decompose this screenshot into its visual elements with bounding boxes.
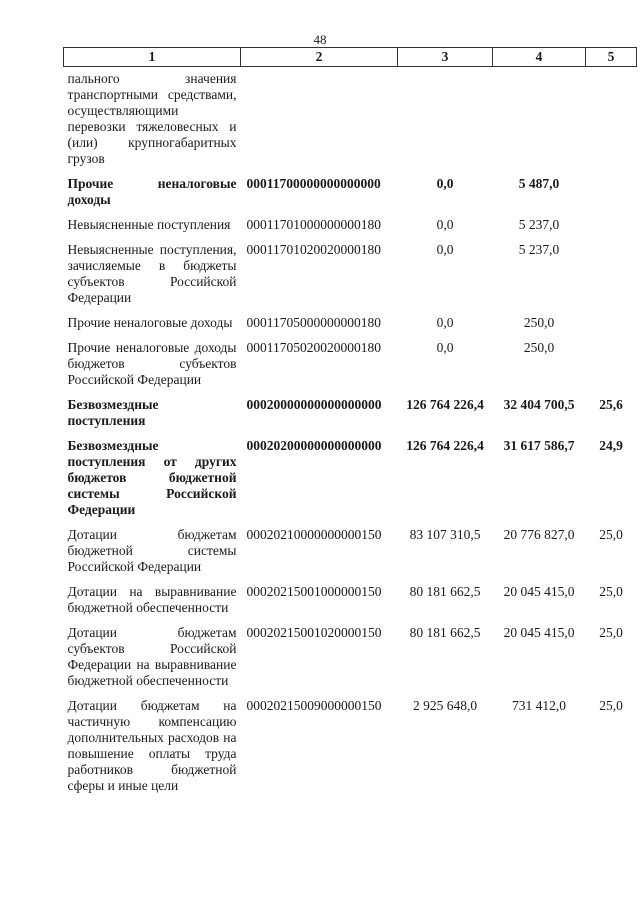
- cell-percent: [586, 67, 637, 177]
- cell-percent: 25,0: [599, 527, 623, 542]
- cell-code: 00020210000000000150: [246, 527, 382, 542]
- cell-description: Прочие неналоговые доходы: [67, 176, 237, 207]
- table-row: [64, 315, 637, 340]
- table-row: [64, 698, 637, 803]
- cell-percent: [586, 217, 637, 242]
- cell-code: [241, 67, 398, 177]
- cell-code: 00020200000000000000: [246, 438, 382, 453]
- table-row: [64, 340, 637, 397]
- cell-plan: 126 764 226,4: [406, 438, 484, 453]
- cell-code: 00011705020020000180: [246, 340, 381, 355]
- cell-percent: 25,6: [599, 397, 623, 412]
- cell-plan: 0,0: [436, 315, 454, 330]
- table-row: [64, 527, 637, 584]
- cell-code: 00020000000000000000: [246, 397, 382, 412]
- table-row: [64, 217, 637, 242]
- cell-description: Дотации бюджетам на частичную компенсацию дополнительных расходов на повышение оплаты труда работников бюджетной сферы и иные цели: [67, 698, 237, 793]
- cell-actual: 250,0: [523, 340, 555, 355]
- cell-actual: 5 487,0: [518, 176, 560, 191]
- cell-percent: 25,0: [599, 625, 623, 640]
- cell-plan: 0,0: [436, 242, 454, 257]
- column-header-4: 4: [493, 48, 586, 67]
- cell-actual: 31 617 586,7: [503, 438, 575, 453]
- cell-actual: [493, 67, 586, 177]
- cell-code: 00011705000000000180: [246, 315, 381, 330]
- cell-description: Дотации бюджетам субъектов Российской Федерации на выравнивание бюджетной обеспеченности: [67, 625, 237, 688]
- cell-plan: 0,0: [436, 176, 454, 191]
- column-header-2: 2: [241, 48, 398, 67]
- cell-percent: [586, 340, 637, 397]
- cell-actual: 5 237,0: [518, 242, 560, 257]
- cell-code: 00020215001000000150: [246, 584, 382, 599]
- cell-description: Дотации бюджетам бюджетной системы Российской Федерации: [67, 527, 237, 574]
- cell-plan: 0,0: [436, 340, 454, 355]
- cell-plan: 0,0: [436, 217, 454, 232]
- page-number: 48: [313, 32, 327, 47]
- table-row: [64, 397, 637, 438]
- cell-description: Прочие неналоговые доходы бюджетов субъектов Российской Федерации: [67, 340, 237, 387]
- cell-actual: 5 237,0: [518, 217, 560, 232]
- budget-table: [63, 47, 637, 803]
- cell-actual: 731 412,0: [512, 698, 566, 713]
- cell-actual: 20 776 827,0: [503, 527, 575, 542]
- cell-description: Безвозмездные поступления: [67, 397, 159, 428]
- table-header-row: [64, 48, 637, 67]
- cell-description: Дотации на выравнивание бюджетной обеспеченности: [67, 584, 237, 615]
- table-row: [64, 625, 637, 698]
- cell-description: Прочие неналоговые доходы: [67, 315, 233, 330]
- cell-code: 00011701000000000180: [246, 217, 381, 232]
- cell-code: 00011700000000000000: [246, 176, 381, 191]
- table-row: [64, 584, 637, 625]
- cell-actual: 32 404 700,5: [503, 397, 575, 412]
- cell-percent: 25,0: [599, 584, 623, 599]
- cell-plan: 83 107 310,5: [409, 527, 481, 542]
- cell-percent: 25,0: [599, 698, 623, 713]
- cell-actual: 20 045 415,0: [503, 584, 575, 599]
- cell-plan: [398, 67, 493, 177]
- cell-description: Невыясненные поступления: [67, 217, 231, 232]
- table-row: [64, 176, 637, 217]
- cell-actual: 20 045 415,0: [503, 625, 575, 640]
- column-header-3: 3: [398, 48, 493, 67]
- cell-description: Невыясненные поступления, зачисляемые в бюджеты субъектов Российской Федерации: [67, 242, 237, 305]
- cell-plan: 80 181 662,5: [409, 625, 481, 640]
- cell-actual: 250,0: [523, 315, 555, 330]
- cell-code: 00020215009000000150: [246, 698, 382, 713]
- cell-percent: [586, 176, 637, 217]
- table-row: [64, 242, 637, 315]
- cell-percent: [586, 315, 637, 340]
- table-row: [64, 67, 637, 177]
- column-header-5: 5: [586, 48, 637, 67]
- table-row: [64, 438, 637, 527]
- cell-description: Безвозмездные поступления от других бюджетов бюджетной системы Российской Федерации: [67, 438, 237, 517]
- cell-plan: 80 181 662,5: [409, 584, 481, 599]
- cell-description: пального значения транспортными средствами, осуществляющими перевозки тяжеловесных и (или) крупногабаритных грузов: [67, 71, 237, 166]
- column-header-1: 1: [64, 48, 241, 67]
- cell-plan: 126 764 226,4: [406, 397, 484, 412]
- table-body: [64, 67, 637, 804]
- cell-code: 00011701020020000180: [246, 242, 381, 257]
- cell-code: 00020215001020000150: [246, 625, 382, 640]
- cell-percent: 24,9: [599, 438, 623, 453]
- cell-plan: 2 925 648,0: [412, 698, 478, 713]
- cell-percent: [586, 242, 637, 315]
